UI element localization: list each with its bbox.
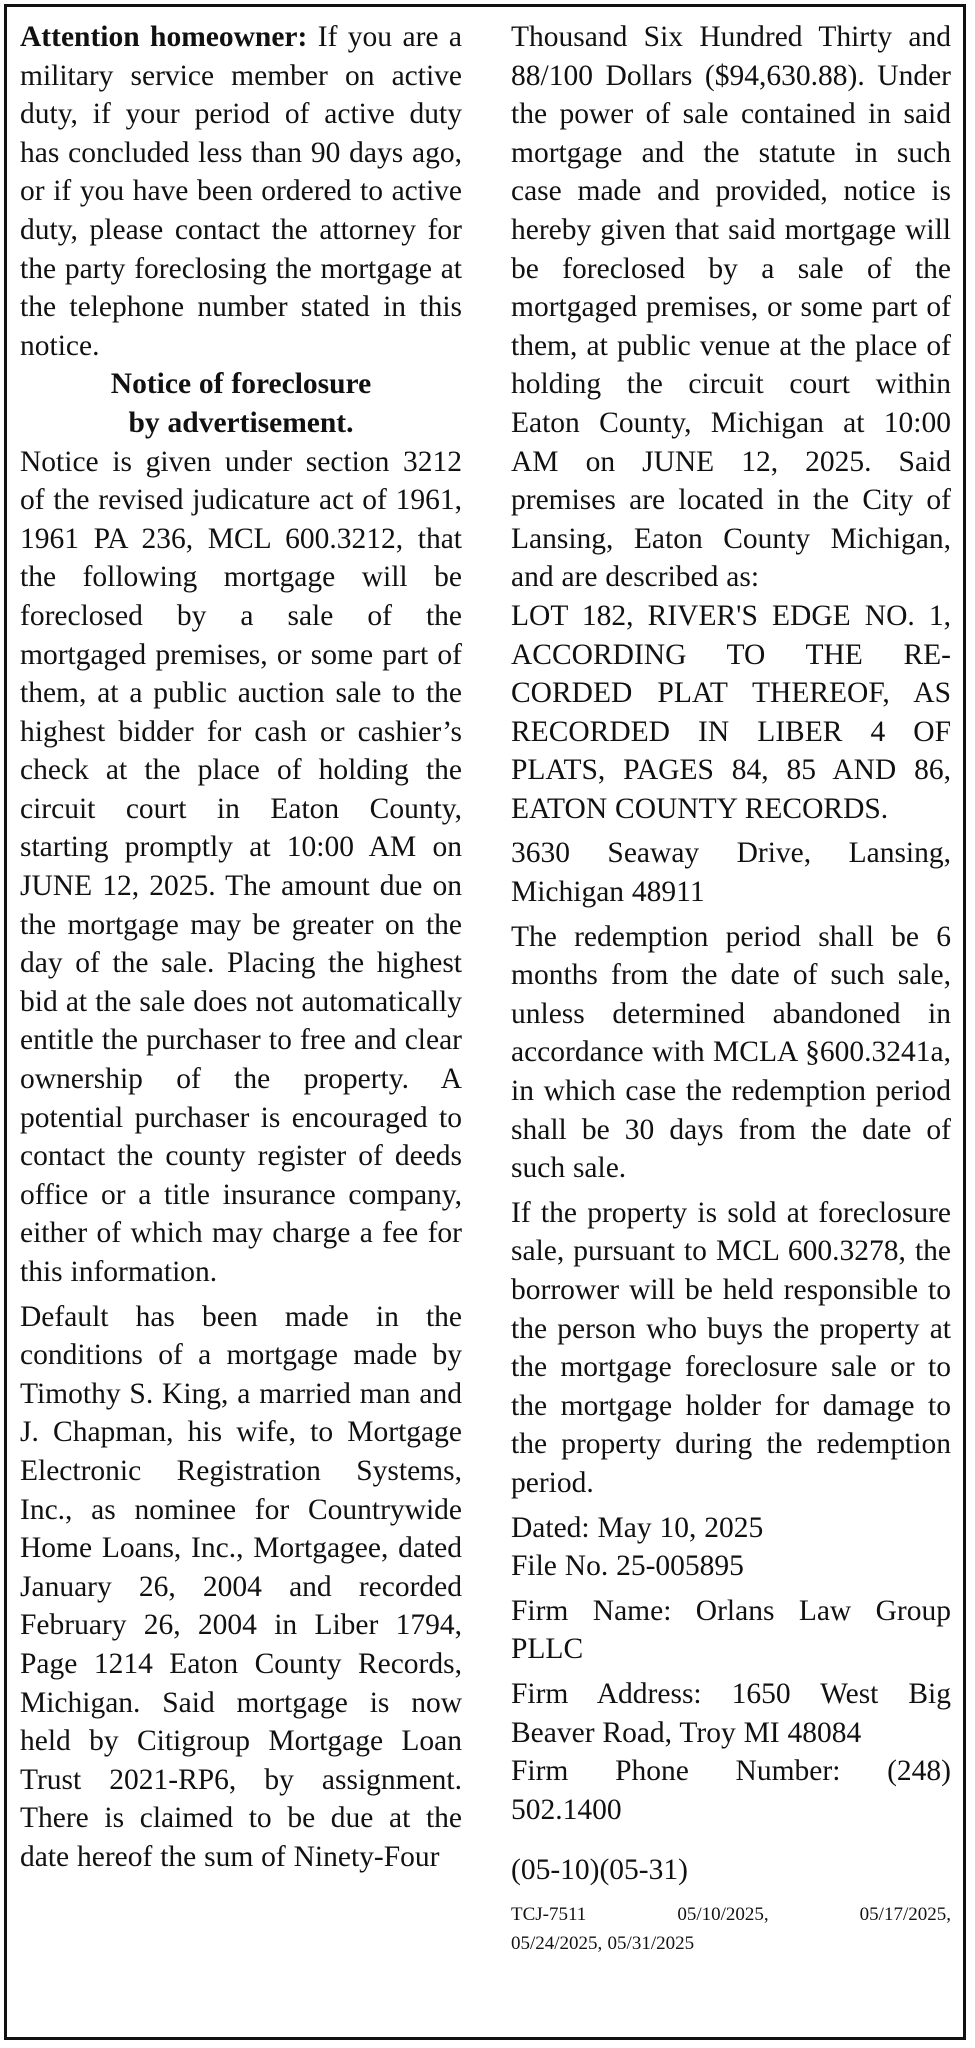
default-paragraph-start: Default has been made in the conditions of a mortgage made by Timothy S. King, a married man and J. Chapman, his wife, to Mortgage Electronic Registration Systems, Inc., as nominee for Countrywide Home Loans, Inc., Mortgagee, dated January 26, 2004 and recorded February 26, 2004 in Liber 1794, Page 1214 Eaton County Records, Michigan. Said mortgage is now held by Citigroup Mortgage Loan Trust 2021-RP6, by assignment. There is claimed to be due at the date hereof the sum of Ninety-Four	[20, 1300, 462, 1873]
tcj-line-2: 05/24/2025, 05/31/2025	[511, 1932, 695, 1954]
property-address: 3630 Seaway Drive, Lansing, Michigan 48911	[511, 837, 951, 909]
run-dates: (05-10)(05-31)	[511, 1854, 688, 1887]
firm-phone: Firm Phone Number: (248) 502.1400	[511, 1755, 951, 1826]
file-number: File No. 25-005895	[511, 1550, 744, 1583]
right-column	[511, 18, 951, 1958]
firm-name: Firm Name: Orlans Law Group PLLC	[511, 1594, 951, 1666]
legal-description: LOT 182, RIVER'S EDGE NO. 1, ACCORDING TO THE RECORDED PLAT THEREOF, AS RECORDED IN LIBER 4 OF PLATS, PAGES 84, 85 AND 86, EATON COUNTY RECORDS.	[511, 599, 951, 825]
left-column	[20, 18, 462, 1877]
redemption-paragraph: The redemption period shall be 6 months from the date of such sale, unless determined abandoned in accordance with MCLA §600.3241a, in which case the redemption period shall be 30 days from the date of such sale.	[511, 920, 951, 1185]
attention-lead: Attention homeowner:	[20, 21, 308, 53]
attention-paragraph	[20, 18, 462, 365]
default-paragraph-continued: Thousand Six Hundred Thirty and 88/100 Dollars ($94,630.88). Under the power of sale contained in said mortgage and the statute in such case made and provided, notice is hereby given that said mortgage will be foreclosed by a sale of the mortgaged premises, or some part of them, at public venue at the place of holding the circuit court within Eaton County, Michigan at 10:00 AM on JUNE 12, 2025. Said premises are located in the City of Lansing, Eaton County Michigan, and are described as:	[511, 21, 951, 594]
attention-body: If you are a military service member on active duty, if your period of active duty has concluded less than 90 days ago, or if you have been ordered to active duty, please contact the attorney for the party foreclosing the mortgage at the telephone number stated in this notice.	[20, 21, 462, 362]
notice-given-paragraph: Notice is given under section 3212 of the revised judicature act of 1961, 1961 PA 236, MCL 600.3212, that the following mortgage will be foreclosed by a sale of the mortgaged premises, or some part of them, at a public auction sale to the highest bidder for cash or cashier’s check at the place of holding the circuit court in Eaton County, starting promptly at 10:00 AM on JUNE 12, 2025. The amount due on the mortgage may be greater on the day of the sale. Placing the highest bid at the sale does not automatically entitle the purchaser to free and clear ownership of the property. A potential purchaser is encouraged to contact the county register of deeds office or a title insurance company, either of which may charge a fee for this information.	[20, 445, 462, 1288]
notice-heading-line2: by advertisement.	[128, 406, 354, 439]
tcj-line-1: TCJ-7511 05/10/2025, 05/17/2025,	[511, 1903, 951, 1925]
tcj-reference	[511, 1900, 951, 1958]
sold-property-paragraph: If the property is sold at foreclosure sale, pursuant to MCL 600.3278, the borrower will be held responsible to the person who buys the property at the mortgage foreclosure sale or to the mortgage holder for damage to the property during the redemption period.	[511, 1196, 951, 1499]
notice-heading-line1: Notice of foreclosure	[110, 368, 372, 401]
firm-address: Firm Address: 1650 West Big Beaver Road, Troy MI 48084	[511, 1677, 951, 1749]
dated-line: Dated: May 10, 2025	[511, 1511, 764, 1544]
